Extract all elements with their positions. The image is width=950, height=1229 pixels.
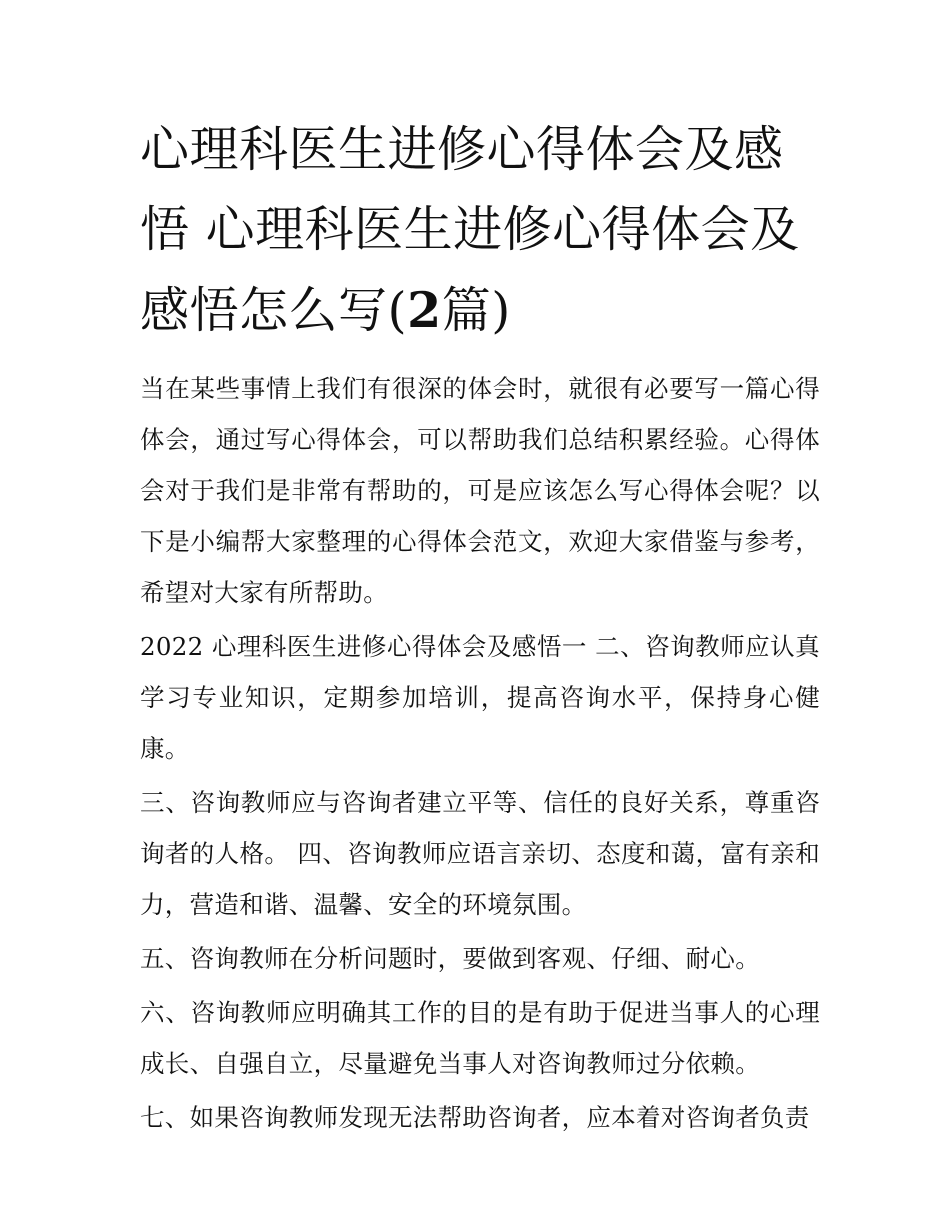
title-text: 心理科医生进修心得体会及感悟 心理科医生进修心得体会及感悟怎么写( [140, 121, 800, 339]
title-count: 2 [407, 281, 442, 339]
paragraph-item-seven: 七、如果咨询教师发现无法帮助咨询者，应本着对咨询者负责 [140, 1103, 810, 1132]
paragraph-section-one: 2022 心理科医生进修心得体会及感悟一 二、咨询教师应认真学习专业知识，定期参加培训，提高咨询水平，保持身心健康。 [140, 632, 820, 763]
title-suffix: 篇) [441, 282, 511, 339]
paragraph-item-three-four: 三、咨询教师应与咨询者建立平等、信任的良好关系，尊重咨询者的人格。 四、咨询教师应语言亲切、态度和蔼，富有亲和力，营造和谐、温馨、安全的环境氛围。 [140, 788, 820, 919]
paragraph-item-six: 六、咨询教师应明确其工作的目的是有助于促进当事人的心理成长、自强自立，尽量避免当事人对咨询教师过分依赖。 [140, 998, 820, 1078]
document-title [140, 110, 820, 351]
paragraph-intro: 当在某些事情上我们有很深的体会时，就很有必要写一篇心得体会，通过写心得体会，可以帮助我们总结积累经验。心得体会对于我们是非常有帮助的，可是应该怎么写心得体会呢？以下是小编帮大家整理的心得体会范文，欢迎大家借鉴与参考，希望对大家有所帮助。 [140, 374, 820, 607]
paragraph-item-five: 五、咨询教师在分析问题时，要做到客观、仔细、耐心。 [140, 944, 760, 973]
document-page [140, 110, 820, 1146]
